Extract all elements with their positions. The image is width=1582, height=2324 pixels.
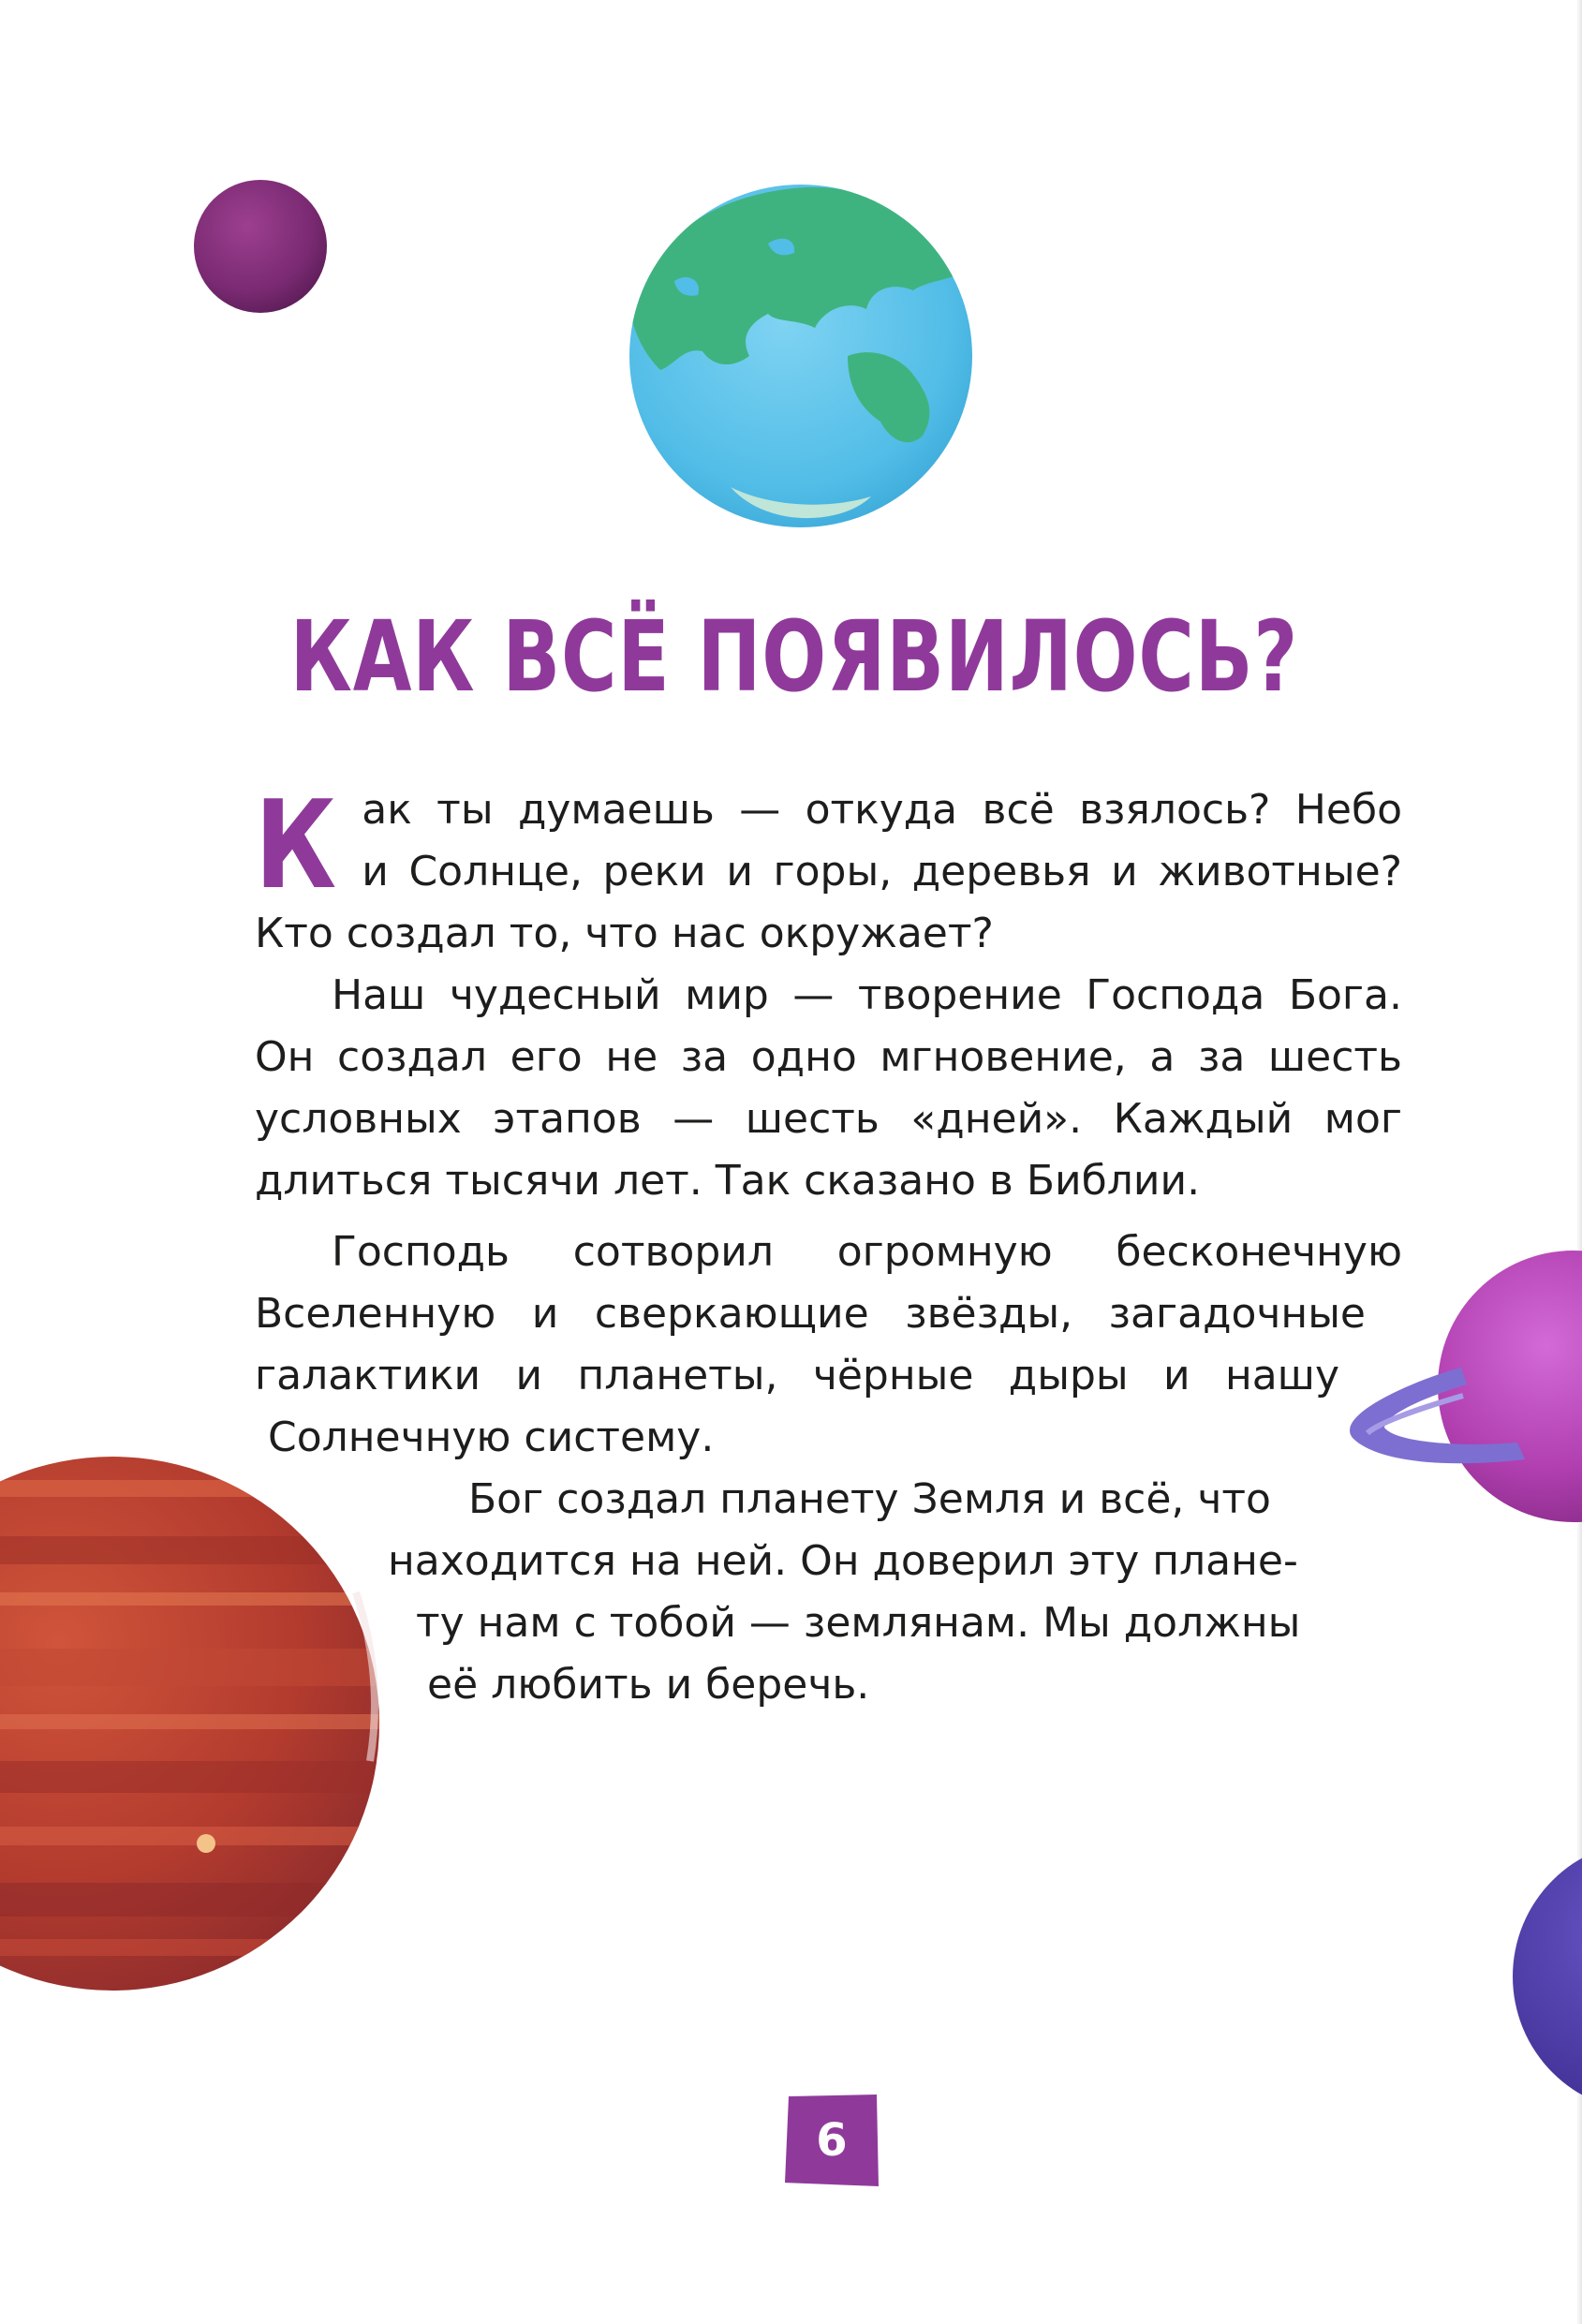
text-line: Вселенную и сверкающие звёзды, загадочные [255, 1290, 1366, 1338]
text-line: ту нам с тобой — землянам. Мы должны [416, 1599, 1301, 1647]
body-text-top [255, 774, 1402, 1212]
text-line: Он создал его не за одно мгновение, а за шесть [255, 1033, 1402, 1081]
text-line: условных этапов — шесть «дней». Каждый мог [255, 1095, 1402, 1143]
small-purple-planet [194, 180, 327, 313]
text-line: Господь сотворил огромную бесконечную [332, 1228, 1402, 1276]
earth-planet [629, 185, 972, 527]
text-line: Солнечную систему. [268, 1414, 715, 1461]
text-line: ак ты думаешь — откуда всё взялось? Небо [362, 786, 1402, 834]
text-line: её любить и беречь. [427, 1661, 870, 1709]
drop-cap: К [255, 774, 337, 916]
text-line: и Солнце, реки и горы, деревья и животные? [362, 848, 1402, 896]
text-line: Кто создал то, что нас окружает? [255, 910, 994, 957]
body-text-p3 [255, 1221, 1402, 1469]
page-title: КАК ВСЁ ПОЯВИЛОСЬ? [289, 600, 1299, 714]
text-line: галактики и планеты, чёрные дыры и нашу [255, 1352, 1339, 1399]
text-line: Бог создал планету Земля и всё, что [468, 1475, 1271, 1523]
text-line: Наш чудесный мир — творение Господа Бога. [332, 971, 1402, 1019]
text-line: находится на ней. Он доверил эту плане- [388, 1537, 1298, 1585]
text-line: длиться тысячи лет. Так сказано в Библии. [255, 1157, 1201, 1205]
red-planet [0, 1457, 403, 1991]
page-number: 6 [816, 2114, 848, 2167]
blue-planet [1513, 1841, 1582, 2112]
